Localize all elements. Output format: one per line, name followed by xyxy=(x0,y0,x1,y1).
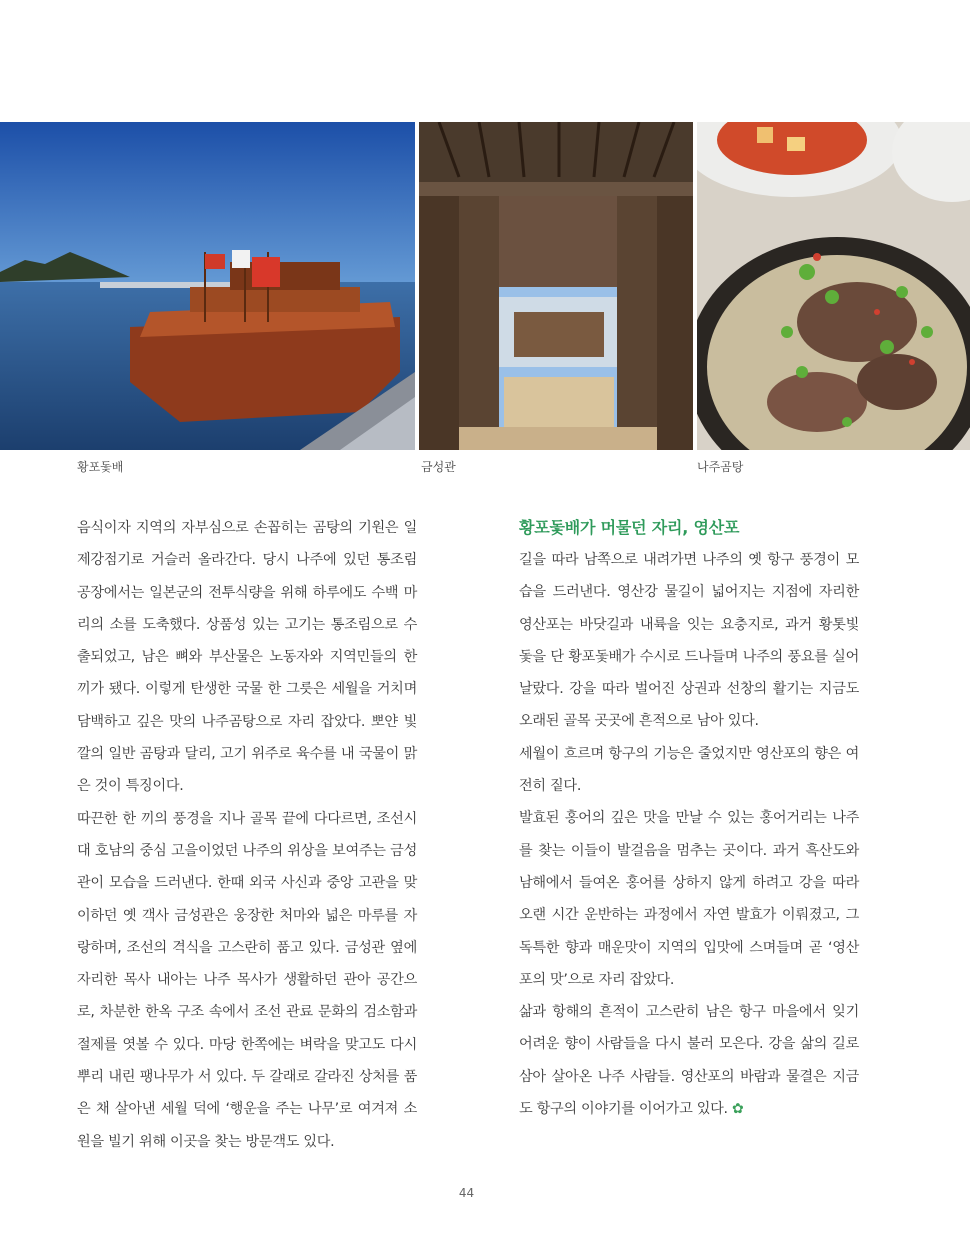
gate-photo xyxy=(419,122,693,450)
soup-photo xyxy=(697,122,970,450)
photo-caption: 금성관 xyxy=(421,460,456,474)
body-paragraph: 음식이자 지역의 자부심으로 손꼽히는 곰탕의 기원은 일제강점기로 거슬러 올라간다. 당시 나주에 있던 통조림 공장에서는 일본군의 전투식량을 위해 하루에도 수백 마리의 소를 도축했다. 상품성 있는 고기는 통조림으로 수출되었고, 남은 뼈와 부산물은 노동자와 지역민들의 한 끼가 됐다. 이렇게 탄생한 국물 한 그릇은 세월을 거치며 담백하고 깊은 맛의 나주곰탕으로 자리 잡았다. 뽀얀 빛깔의 일반 곰탕과 달리, 고기 위주로 육수를 내 국물이 맑은 것이 특징이다. xyxy=(77,520,417,795)
photo-caption: 나주곰탕 xyxy=(697,460,744,474)
boat-photo xyxy=(0,122,415,450)
right-text-column xyxy=(519,512,859,1125)
body-paragraph-text: 삶과 항해의 흔적이 고스란히 남은 항구 마을에서 잊기 어려운 향이 사람들을 다시 불러 모은다. 강을 삶의 길로 삼아 살아온 나주 사람들. 영산포의 바람과 물결은 지금도 항구의 이야기를 이어가고 있다. xyxy=(519,1004,859,1118)
body-paragraph: 세월이 흐르며 항구의 기능은 줄었지만 영산포의 향은 여전히 짙다. xyxy=(519,745,859,795)
body-paragraph-last xyxy=(519,996,859,1125)
left-text-column xyxy=(77,512,417,1158)
page-number: 44 xyxy=(458,1186,475,1200)
body-paragraph: 따끈한 한 끼의 풍경을 지나 골목 끝에 다다르면, 조선시대 호남의 중심 고을이었던 나주의 위상을 보여주는 금성관이 모습을 드러낸다. 한때 외국 사신과 중앙 고관을 맞이하던 옛 객사 금성관은 웅장한 처마와 넓은 마루를 자랑하며, 조선의 격식을 고스란히 품고 있다. 금성관 옆에 자리한 목사 내아는 나주 목사가 생활하던 관아 공간으로, 차분한 한옥 구조 속에서 조선 관료 문화의 검소함과 절제를 엿볼 수 있다. 마당 한쪽에는 벼락을 맞고도 다시 뿌리 내린 팽나무가 서 있다. 두 갈래로 갈라진 상처를 품은 채 살아낸 세월 덕에 ‘행운을 주는 나무’로 여겨져 소원을 빌기 위해 이곳을 찾는 방문객도 있다. xyxy=(77,810,417,1150)
section-heading: 황포돛배가 머물던 자리, 영산포 xyxy=(519,518,740,537)
photo-caption: 황포돛배 xyxy=(77,460,124,474)
body-paragraph: 길을 따라 남쪽으로 내려가면 나주의 옛 항구 풍경이 모습을 드러낸다. 영산강 물길이 넓어지는 지점에 자리한 영산포는 바닷길과 내륙을 잇는 요충지로, 과거 황톳빛 돛을 단 황포돛배가 수시로 드나들며 나주의 풍요를 실어 날랐다. 강을 따라 벌어진 상권과 선창의 활기는 지금도 오래된 골목 곳곳에 흔적으로 남아 있다. xyxy=(519,552,859,730)
clover-icon: ✿ xyxy=(731,1101,744,1118)
body-paragraph: 발효된 홍어의 깊은 맛을 만날 수 있는 홍어거리는 나주를 찾는 이들이 발걸음을 멈추는 곳이다. 과거 흑산도와 남해에서 들여온 홍어를 상하지 않게 하려고 강을 따라 오랜 시간 운반하는 과정에서 자연 발효가 이뤄졌고, 그 독특한 향과 매운맛이 지역의 입맛에 스며들며 곧 ‘영산포의 맛’으로 자리 잡았다. xyxy=(519,810,859,988)
